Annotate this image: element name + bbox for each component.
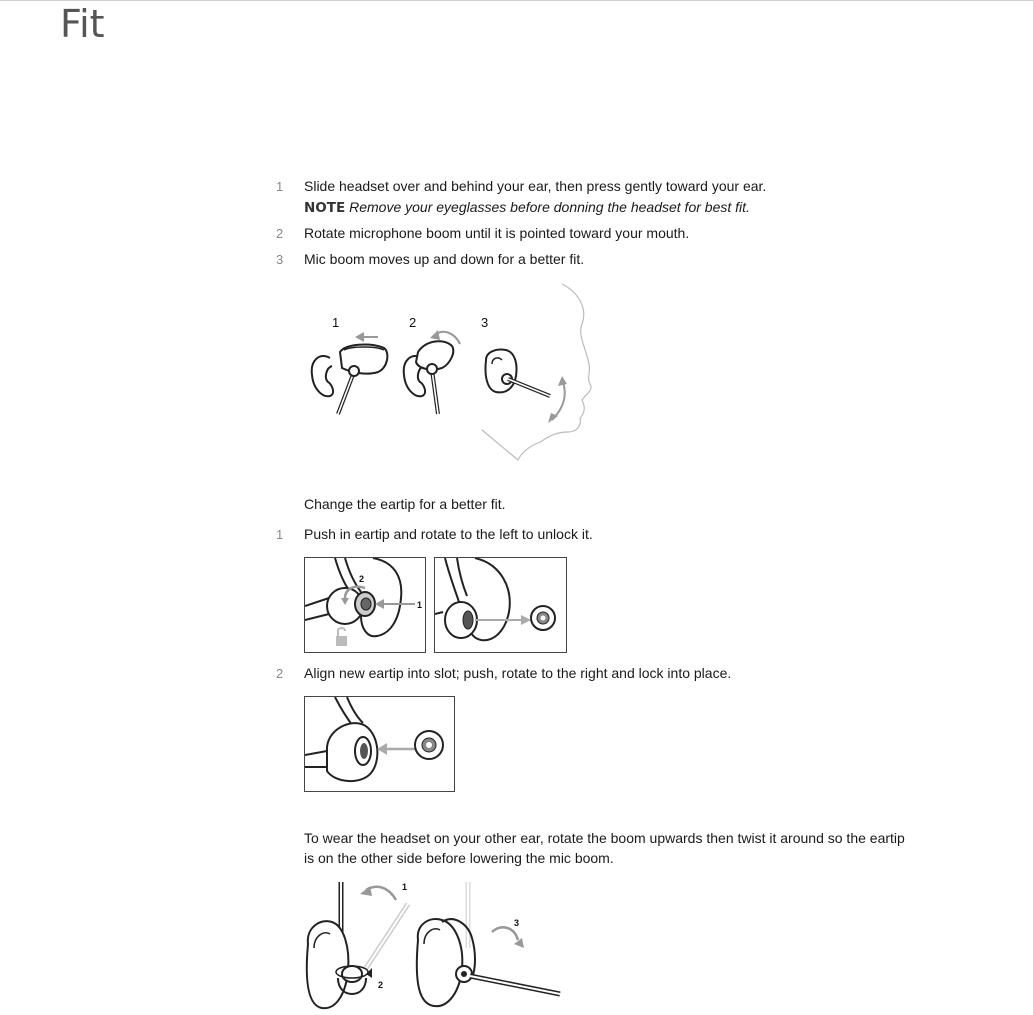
headset-icon bbox=[417, 882, 560, 1006]
unlock-icon bbox=[336, 628, 347, 646]
eartip-unlock-illustration bbox=[305, 558, 425, 652]
headset-icon bbox=[307, 882, 408, 1008]
figure-label: 2 bbox=[359, 574, 365, 584]
eartip-lock-figure bbox=[304, 696, 455, 792]
note-text: Remove your eyeglasses before donning the headset for best fit. bbox=[349, 199, 750, 215]
top-rule bbox=[0, 0, 1033, 1]
lower-arrow-icon bbox=[492, 927, 524, 948]
up-down-arrow-icon bbox=[548, 376, 567, 423]
headset-icon bbox=[485, 349, 550, 396]
other-ear-illustration bbox=[300, 878, 570, 1012]
headset-icon bbox=[338, 345, 387, 414]
step-text: Align new eartip into slot; push, rotate to the right and lock into place. bbox=[304, 665, 732, 681]
note-label: NOTE bbox=[304, 200, 346, 216]
other-ear-text-line1: To wear the headset on your other ear, rotate the boom upwards then twist it around so the eartip bbox=[304, 830, 905, 846]
eartip-unlock-figure bbox=[304, 557, 426, 653]
figure-label: 2 bbox=[409, 315, 417, 330]
other-ear-text-line2: is on the other side before lowering the mic boom. bbox=[304, 850, 614, 866]
step-number: 2 bbox=[276, 226, 284, 241]
step-number: 1 bbox=[276, 527, 284, 542]
step-text: Mic boom moves up and down for a better fit. bbox=[304, 251, 585, 267]
step-text: Slide headset over and behind your ear, then press gently toward your ear. bbox=[304, 178, 767, 194]
eartip-lock-illustration bbox=[305, 697, 454, 791]
arrow-left-icon bbox=[355, 332, 378, 342]
page-title: Fit bbox=[60, 2, 105, 46]
step-text: Push in eartip and rotate to the left to unlock it. bbox=[304, 526, 593, 542]
eartip-remove-figure bbox=[434, 557, 567, 653]
fit-illustration bbox=[300, 280, 600, 465]
rotate-arrow-icon bbox=[360, 886, 396, 900]
note bbox=[304, 198, 750, 218]
figure-label: 1 bbox=[417, 600, 423, 610]
step-number: 1 bbox=[276, 179, 284, 194]
eartip-remove-illustration bbox=[435, 558, 566, 652]
step-number: 3 bbox=[276, 252, 284, 267]
figure-label: 1 bbox=[402, 882, 408, 892]
step-text: Rotate microphone boom until it is pointed toward your mouth. bbox=[304, 225, 690, 241]
figure-label: 3 bbox=[514, 918, 520, 928]
eartip-intro: Change the eartip for a better fit. bbox=[304, 496, 506, 512]
headset-icon bbox=[416, 341, 453, 414]
figure-label: 1 bbox=[332, 315, 340, 330]
arrow-left-icon bbox=[377, 743, 415, 755]
step-number: 2 bbox=[276, 666, 284, 681]
ear-icon bbox=[312, 356, 333, 396]
other-ear-text bbox=[304, 828, 905, 868]
figure-label: 2 bbox=[378, 980, 384, 990]
figure-label: 3 bbox=[481, 315, 489, 330]
